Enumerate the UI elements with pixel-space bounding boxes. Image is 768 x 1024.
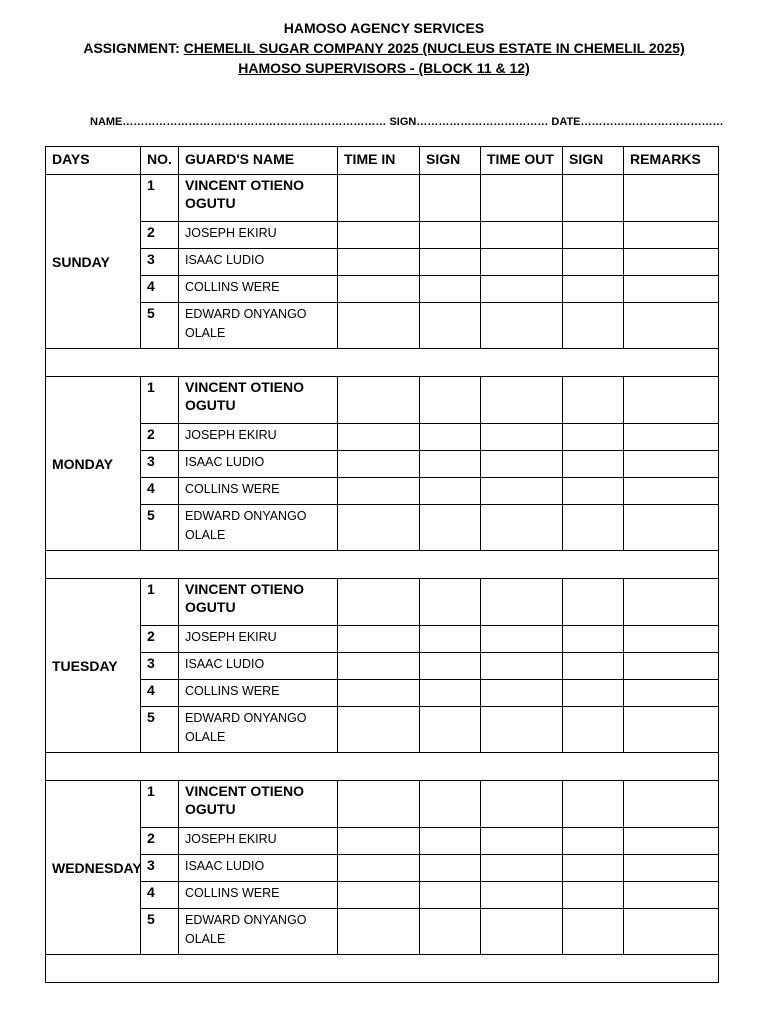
remarks-cell[interactable] bbox=[624, 909, 719, 955]
time-in-cell[interactable] bbox=[338, 424, 420, 451]
time-in-cell[interactable] bbox=[338, 175, 420, 222]
day-cell: SUNDAY bbox=[46, 175, 141, 349]
guard-name: VINCENT OTIENO OGUTU bbox=[179, 781, 338, 828]
assignment-value: CHEMELIL SUGAR COMPANY 2025 (NUCLEUS ESTATE IN CHEMELIL 2025) bbox=[183, 40, 685, 56]
table-row bbox=[46, 303, 719, 349]
guard-number: 4 bbox=[141, 478, 179, 505]
assignment-line bbox=[0, 38, 768, 58]
sign-out-cell[interactable] bbox=[563, 424, 624, 451]
table-row bbox=[46, 579, 719, 626]
remarks-cell[interactable] bbox=[624, 175, 719, 222]
sign-out-cell[interactable] bbox=[563, 175, 624, 222]
time-out-cell[interactable] bbox=[481, 505, 563, 551]
separator-cell bbox=[46, 551, 719, 579]
table-row bbox=[46, 505, 719, 551]
table-row bbox=[46, 175, 719, 222]
guard-number: 2 bbox=[141, 424, 179, 451]
guard-number: 2 bbox=[141, 828, 179, 855]
guard-number: 3 bbox=[141, 451, 179, 478]
time-in-cell[interactable] bbox=[338, 222, 420, 249]
sign-in-cell[interactable] bbox=[420, 653, 481, 680]
guard-number: 1 bbox=[141, 377, 179, 424]
table-row bbox=[46, 707, 719, 753]
remarks-cell[interactable] bbox=[624, 222, 719, 249]
col-remarks: REMARKS bbox=[624, 147, 719, 175]
time-out-cell[interactable] bbox=[481, 855, 563, 882]
sign-out-cell[interactable] bbox=[563, 478, 624, 505]
separator-row bbox=[46, 955, 719, 983]
sign-in-cell[interactable] bbox=[420, 377, 481, 424]
table-row bbox=[46, 781, 719, 828]
guard-number: 1 bbox=[141, 781, 179, 828]
day-cell: WEDNESDAY bbox=[46, 781, 141, 955]
remarks-cell[interactable] bbox=[624, 626, 719, 653]
time-in-cell[interactable] bbox=[338, 579, 420, 626]
sign-in-cell[interactable] bbox=[420, 222, 481, 249]
time-out-cell[interactable] bbox=[481, 222, 563, 249]
col-time-out: TIME OUT bbox=[481, 147, 563, 175]
table-row bbox=[46, 424, 719, 451]
guard-number: 5 bbox=[141, 707, 179, 753]
remarks-cell[interactable] bbox=[624, 249, 719, 276]
guard-number: 1 bbox=[141, 579, 179, 626]
remarks-cell[interactable] bbox=[624, 882, 719, 909]
remarks-cell[interactable] bbox=[624, 276, 719, 303]
sign-in-cell[interactable] bbox=[420, 626, 481, 653]
guard-name: ISAAC LUDIO bbox=[179, 855, 338, 882]
time-out-cell[interactable] bbox=[481, 828, 563, 855]
time-out-cell[interactable] bbox=[481, 276, 563, 303]
separator-row bbox=[46, 551, 719, 579]
table-row bbox=[46, 909, 719, 955]
sign-in-cell[interactable] bbox=[420, 781, 481, 828]
col-time-in: TIME IN bbox=[338, 147, 420, 175]
roster-table bbox=[45, 146, 719, 983]
sign-in-cell[interactable] bbox=[420, 828, 481, 855]
guard-name: COLLINS WERE bbox=[179, 680, 338, 707]
sign-out-cell[interactable] bbox=[563, 653, 624, 680]
guard-name: VINCENT OTIENO OGUTU bbox=[179, 175, 338, 222]
time-in-cell[interactable] bbox=[338, 626, 420, 653]
time-out-cell[interactable] bbox=[481, 377, 563, 424]
sign-out-cell[interactable] bbox=[563, 828, 624, 855]
time-in-cell[interactable] bbox=[338, 680, 420, 707]
sign-in-cell[interactable] bbox=[420, 424, 481, 451]
remarks-cell[interactable] bbox=[624, 579, 719, 626]
sign-out-cell[interactable] bbox=[563, 707, 624, 753]
time-out-cell[interactable] bbox=[481, 249, 563, 276]
table-row bbox=[46, 222, 719, 249]
guard-number: 3 bbox=[141, 249, 179, 276]
guard-name: JOSEPH EKIRU bbox=[179, 222, 338, 249]
guard-number: 3 bbox=[141, 653, 179, 680]
sign-in-cell[interactable] bbox=[420, 909, 481, 955]
signature-fields: NAME……………………………………………………………… SIGN……………………………… DATE………………………………… bbox=[90, 116, 724, 128]
time-in-cell[interactable] bbox=[338, 781, 420, 828]
sign-in-cell[interactable] bbox=[420, 276, 481, 303]
time-out-cell[interactable] bbox=[481, 579, 563, 626]
separator-row bbox=[46, 349, 719, 377]
time-in-cell[interactable] bbox=[338, 478, 420, 505]
col-sign-out: SIGN bbox=[563, 147, 624, 175]
time-in-cell[interactable] bbox=[338, 249, 420, 276]
remarks-cell[interactable] bbox=[624, 781, 719, 828]
guard-name: ISAAC LUDIO bbox=[179, 451, 338, 478]
guard-name: COLLINS WERE bbox=[179, 478, 338, 505]
time-in-cell[interactable] bbox=[338, 882, 420, 909]
time-in-cell[interactable] bbox=[338, 909, 420, 955]
guard-number: 2 bbox=[141, 222, 179, 249]
time-out-cell[interactable] bbox=[481, 424, 563, 451]
guard-number: 5 bbox=[141, 303, 179, 349]
sign-out-cell[interactable] bbox=[563, 781, 624, 828]
col-guard-name: GUARD'S NAME bbox=[179, 147, 338, 175]
sign-in-cell[interactable] bbox=[420, 707, 481, 753]
guard-name: ISAAC LUDIO bbox=[179, 653, 338, 680]
time-in-cell[interactable] bbox=[338, 303, 420, 349]
table-row bbox=[46, 680, 719, 707]
time-out-cell[interactable] bbox=[481, 653, 563, 680]
guard-name: JOSEPH EKIRU bbox=[179, 828, 338, 855]
col-days: DAYS bbox=[46, 147, 141, 175]
table-row bbox=[46, 451, 719, 478]
table-row bbox=[46, 882, 719, 909]
guard-number: 3 bbox=[141, 855, 179, 882]
time-out-cell[interactable] bbox=[481, 478, 563, 505]
sign-out-cell[interactable] bbox=[563, 909, 624, 955]
sign-out-cell[interactable] bbox=[563, 579, 624, 626]
guard-name: VINCENT OTIENO OGUTU bbox=[179, 579, 338, 626]
table-row bbox=[46, 828, 719, 855]
remarks-cell[interactable] bbox=[624, 303, 719, 349]
table-row bbox=[46, 276, 719, 303]
time-out-cell[interactable] bbox=[481, 882, 563, 909]
guard-number: 4 bbox=[141, 680, 179, 707]
sign-in-cell[interactable] bbox=[420, 451, 481, 478]
sign-in-cell[interactable] bbox=[420, 579, 481, 626]
company-title: HAMOSO AGENCY SERVICES bbox=[283, 20, 485, 36]
sign-out-cell[interactable] bbox=[563, 855, 624, 882]
guard-name: COLLINS WERE bbox=[179, 882, 338, 909]
guard-name: COLLINS WERE bbox=[179, 276, 338, 303]
guard-name: JOSEPH EKIRU bbox=[179, 626, 338, 653]
guard-name: VINCENT OTIENO OGUTU bbox=[179, 377, 338, 424]
sign-out-cell[interactable] bbox=[563, 249, 624, 276]
guard-name: ISAAC LUDIO bbox=[179, 249, 338, 276]
sign-out-cell[interactable] bbox=[563, 882, 624, 909]
document-header bbox=[0, 18, 768, 78]
remarks-cell[interactable] bbox=[624, 855, 719, 882]
guard-number: 2 bbox=[141, 626, 179, 653]
table-row bbox=[46, 653, 719, 680]
supervisors-title: HAMOSO SUPERVISORS - (BLOCK 11 & 12) bbox=[238, 60, 530, 76]
guard-name: EDWARD ONYANGO OLALE bbox=[179, 505, 338, 551]
sign-out-cell[interactable] bbox=[563, 377, 624, 424]
table-row bbox=[46, 249, 719, 276]
col-no: NO. bbox=[141, 147, 179, 175]
separator-cell bbox=[46, 349, 719, 377]
day-cell: TUESDAY bbox=[46, 579, 141, 753]
remarks-cell[interactable] bbox=[624, 828, 719, 855]
guard-name: EDWARD ONYANGO OLALE bbox=[179, 909, 338, 955]
sign-out-cell[interactable] bbox=[563, 680, 624, 707]
sign-in-cell[interactable] bbox=[420, 680, 481, 707]
time-out-cell[interactable] bbox=[481, 175, 563, 222]
sign-in-cell[interactable] bbox=[420, 175, 481, 222]
remarks-cell[interactable] bbox=[624, 377, 719, 424]
table-row bbox=[46, 478, 719, 505]
time-in-cell[interactable] bbox=[338, 653, 420, 680]
time-in-cell[interactable] bbox=[338, 707, 420, 753]
guard-number: 4 bbox=[141, 276, 179, 303]
time-in-cell[interactable] bbox=[338, 377, 420, 424]
roster-body bbox=[46, 175, 719, 983]
time-out-cell[interactable] bbox=[481, 781, 563, 828]
time-out-cell[interactable] bbox=[481, 909, 563, 955]
sign-out-cell[interactable] bbox=[563, 276, 624, 303]
remarks-cell[interactable] bbox=[624, 680, 719, 707]
sign-out-cell[interactable] bbox=[563, 626, 624, 653]
time-in-cell[interactable] bbox=[338, 276, 420, 303]
guard-number: 5 bbox=[141, 505, 179, 551]
guard-number: 4 bbox=[141, 882, 179, 909]
remarks-cell[interactable] bbox=[624, 707, 719, 753]
guard-number: 5 bbox=[141, 909, 179, 955]
time-out-cell[interactable] bbox=[481, 451, 563, 478]
time-in-cell[interactable] bbox=[338, 828, 420, 855]
guard-name: JOSEPH EKIRU bbox=[179, 424, 338, 451]
time-out-cell[interactable] bbox=[481, 626, 563, 653]
sign-out-cell[interactable] bbox=[563, 451, 624, 478]
time-in-cell[interactable] bbox=[338, 505, 420, 551]
remarks-cell[interactable] bbox=[624, 653, 719, 680]
day-cell: MONDAY bbox=[46, 377, 141, 551]
sign-in-cell[interactable] bbox=[420, 855, 481, 882]
sign-out-cell[interactable] bbox=[563, 222, 624, 249]
guard-name: EDWARD ONYANGO OLALE bbox=[179, 303, 338, 349]
time-in-cell[interactable] bbox=[338, 855, 420, 882]
separator-cell bbox=[46, 753, 719, 781]
guard-number: 1 bbox=[141, 175, 179, 222]
sign-out-cell[interactable] bbox=[563, 505, 624, 551]
sign-in-cell[interactable] bbox=[420, 505, 481, 551]
separator-cell bbox=[46, 955, 719, 983]
table-row bbox=[46, 377, 719, 424]
assignment-label: ASSIGNMENT: bbox=[83, 40, 184, 56]
col-sign-in: SIGN bbox=[420, 147, 481, 175]
remarks-cell[interactable] bbox=[624, 451, 719, 478]
remarks-cell[interactable] bbox=[624, 478, 719, 505]
sign-in-cell[interactable] bbox=[420, 882, 481, 909]
time-in-cell[interactable] bbox=[338, 451, 420, 478]
sign-in-cell[interactable] bbox=[420, 303, 481, 349]
remarks-cell[interactable] bbox=[624, 424, 719, 451]
remarks-cell[interactable] bbox=[624, 505, 719, 551]
time-out-cell[interactable] bbox=[481, 707, 563, 753]
table-row bbox=[46, 626, 719, 653]
sign-in-cell[interactable] bbox=[420, 478, 481, 505]
table-row bbox=[46, 855, 719, 882]
time-out-cell[interactable] bbox=[481, 303, 563, 349]
separator-row bbox=[46, 753, 719, 781]
time-out-cell[interactable] bbox=[481, 680, 563, 707]
guard-name: EDWARD ONYANGO OLALE bbox=[179, 707, 338, 753]
sign-out-cell[interactable] bbox=[563, 303, 624, 349]
sign-in-cell[interactable] bbox=[420, 249, 481, 276]
header-row bbox=[46, 147, 719, 175]
